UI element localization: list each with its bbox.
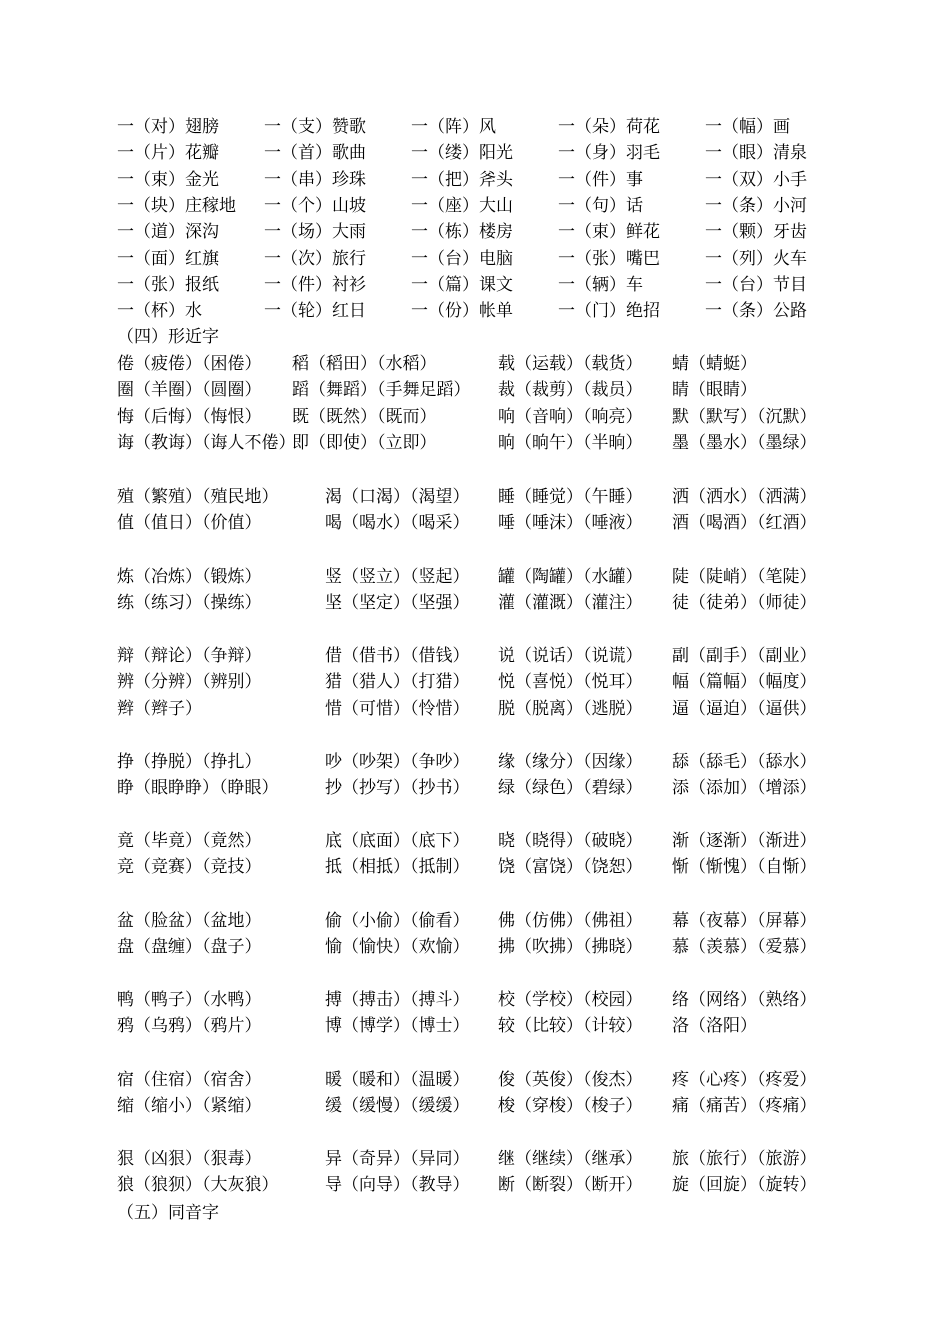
- similar-character-entry: 慕（羡慕）（爱慕）: [672, 937, 817, 958]
- measure-word-phrase: 一（身）羽毛: [558, 143, 660, 164]
- measure-word-phrase: 一（条）公路: [705, 301, 807, 322]
- measure-word-phrase: 一（眼）清泉: [705, 143, 807, 164]
- similar-character-entry: 借（借书）（借钱）: [325, 646, 470, 666]
- similar-character-entry: 竞（竞赛）（竞技）: [117, 857, 262, 878]
- section-heading-homophones: （五）同音字: [117, 1203, 219, 1223]
- measure-word-phrase: 一（句）话: [558, 195, 643, 216]
- similar-character-entry: 徒（徒弟）（师徒）: [672, 593, 817, 614]
- measure-word-phrase: 一（双）小手: [705, 169, 807, 190]
- similar-character-entry: 裁（裁剪）（裁员）: [498, 380, 643, 401]
- similar-character-entry: 幅（篇幅）（幅度）: [672, 672, 817, 693]
- measure-word-phrase: 一（把）斧头: [411, 169, 513, 190]
- measure-word-phrase: 一（幅）画: [705, 117, 790, 137]
- similar-character-entry: 辫（辫子）: [117, 698, 202, 719]
- similar-character-entry: 值（值日）（价值）: [117, 513, 262, 534]
- measure-word-phrase: 一（缕）阳光: [411, 143, 513, 164]
- measure-word-phrase: 一（件）衬衫: [264, 274, 366, 295]
- similar-character-entry: 蹈（舞蹈）（手舞足蹈）: [292, 380, 471, 401]
- similar-character-entry: 挣（挣脱）（挣扎）: [117, 752, 262, 772]
- similar-character-entry: 鸦（乌鸦）（鸦片）: [117, 1016, 262, 1037]
- similar-character-entry: 既（既然）（既而）: [292, 406, 437, 427]
- similar-character-entry: 洛（洛阳）: [672, 1016, 757, 1037]
- similar-character-entry: 导（向导）（教导）: [325, 1175, 470, 1196]
- similar-character-entry: 抄（抄写）（抄书）: [325, 778, 470, 799]
- measure-word-phrase: 一（件）事: [558, 169, 643, 190]
- similar-character-entry: 博（博学）（博士）: [325, 1016, 470, 1037]
- similar-character-entry: 载（运载）（载货）: [498, 354, 643, 374]
- similar-character-entry: 悦（喜悦）（悦耳）: [498, 672, 643, 693]
- measure-word-phrase: 一（门）绝招: [558, 301, 660, 322]
- similar-character-entry: 竖（竖立）（竖起）: [325, 567, 470, 587]
- similar-character-entry: 暖（暖和）（温暖）: [325, 1070, 470, 1090]
- similar-character-entry: 旋（回旋）（旋转）: [672, 1175, 817, 1196]
- measure-word-phrase: 一（束）鲜花: [558, 222, 660, 243]
- similar-character-entry: 痛（痛苦）（疼痛）: [672, 1096, 817, 1117]
- similar-character-entry: 灌（灌溉）（灌注）: [498, 593, 643, 614]
- measure-word-phrase: 一（台）电脑: [411, 248, 513, 269]
- measure-word-phrase: 一（颗）牙齿: [705, 222, 807, 243]
- similar-character-entry: 舔（舔毛）（舔水）: [672, 752, 817, 772]
- similar-character-entry: 偷（小偷）（偷看）: [325, 911, 470, 931]
- similar-character-entry: 诲（教诲）（诲人不倦）: [117, 433, 296, 454]
- measure-word-phrase: 一（对）翅膀: [117, 117, 219, 137]
- measure-word-phrase: 一（首）歌曲: [264, 143, 366, 164]
- similar-character-entry: 喝（喝水）（喝采）: [325, 513, 470, 534]
- similar-character-entry: 断（断裂）（断开）: [498, 1175, 643, 1196]
- measure-word-phrase: 一（杯）水: [117, 301, 202, 322]
- similar-character-entry: 抵（相抵）（抵制）: [325, 857, 470, 878]
- similar-character-entry: 惭（惭愧）（自惭）: [672, 857, 817, 878]
- similar-character-entry: 陡（陡峭）（笔陡）: [672, 567, 817, 587]
- measure-word-phrase: 一（道）深沟: [117, 222, 219, 243]
- similar-character-entry: 鸭（鸭子）（水鸭）: [117, 990, 262, 1010]
- measure-word-phrase: 一（串）珍珠: [264, 169, 366, 190]
- similar-character-entry: 校（学校）（校园）: [498, 990, 643, 1010]
- similar-character-entry: 旅（旅行）（旅游）: [672, 1149, 817, 1169]
- similar-character-entry: 添（添加）（增添）: [672, 778, 817, 799]
- similar-character-entry: 继（继续）（继承）: [498, 1149, 643, 1169]
- measure-word-phrase: 一（场）大雨: [264, 222, 366, 243]
- similar-character-entry: 佛（仿佛）（佛祖）: [498, 911, 643, 931]
- similar-character-entry: 盘（盘缠）（盘子）: [117, 937, 262, 958]
- similar-character-entry: 坚（坚定）（坚强）: [325, 593, 470, 614]
- measure-word-phrase: 一（篇）课文: [411, 274, 513, 295]
- measure-word-phrase: 一（个）山坡: [264, 195, 366, 216]
- similar-character-entry: 响（音响）（响亮）: [498, 406, 643, 427]
- similar-character-entry: 饶（富饶）（饶恕）: [498, 857, 643, 878]
- similar-character-entry: 睛（眼睛）: [672, 380, 757, 401]
- measure-word-phrase: 一（次）旅行: [264, 248, 366, 269]
- similar-character-entry: 幕（夜幕）（屏幕）: [672, 911, 817, 931]
- measure-word-phrase: 一（条）小河: [705, 195, 807, 216]
- similar-character-entry: 狠（凶狠）（狠毒）: [117, 1149, 262, 1169]
- measure-word-phrase: 一（束）金光: [117, 169, 219, 190]
- similar-character-entry: 即（即使）（立即）: [292, 433, 437, 454]
- measure-word-phrase: 一（面）红旗: [117, 248, 219, 269]
- measure-word-phrase: 一（张）嘴巴: [558, 248, 660, 269]
- similar-character-entry: 梭（穿梭）（梭子）: [498, 1096, 643, 1117]
- measure-word-phrase: 一（阵）风: [411, 117, 496, 137]
- measure-word-phrase: 一（支）赞歌: [264, 117, 366, 137]
- measure-word-phrase: 一（栋）楼房: [411, 222, 513, 243]
- similar-character-entry: 睁（眼睁睁）（睁眼）: [117, 778, 279, 799]
- similar-character-entry: 罐（陶罐）（水罐）: [498, 567, 643, 587]
- similar-character-entry: 洒（洒水）（洒满）: [672, 487, 817, 507]
- similar-character-entry: 逼（逼迫）（逼供）: [672, 698, 817, 719]
- similar-character-entry: 辩（辩论）（争辩）: [117, 646, 262, 666]
- similar-character-entry: 猎（猎人）（打猎）: [325, 672, 470, 693]
- similar-character-entry: 墨（墨水）（墨绿）: [672, 433, 817, 454]
- similar-character-entry: 较（比较）（计较）: [498, 1016, 643, 1037]
- similar-character-entry: 异（奇异）（异同）: [325, 1149, 470, 1169]
- measure-word-phrase: 一（轮）红日: [264, 301, 366, 322]
- similar-character-entry: 络（网络）（熟络）: [672, 990, 817, 1010]
- similar-character-entry: 默（默写）（沉默）: [672, 406, 817, 427]
- similar-character-entry: 睡（睡觉）（午睡）: [498, 487, 643, 507]
- measure-word-phrase: 一（座）大山: [411, 195, 513, 216]
- similar-character-entry: 绿（绿色）（碧绿）: [498, 778, 643, 799]
- similar-character-entry: 竟（毕竟）（竟然）: [117, 831, 262, 851]
- similar-character-entry: 悔（后悔）（悔恨）: [117, 406, 262, 427]
- similar-character-entry: 缘（缘分）（因缘）: [498, 752, 643, 772]
- similar-character-entry: 缩（缩小）（紧缩）: [117, 1096, 262, 1117]
- similar-character-entry: 渴（口渴）（渴望）: [325, 487, 470, 507]
- similar-character-entry: 晌（晌午）（半晌）: [498, 433, 643, 454]
- similar-character-entry: 愉（愉快）（欢愉）: [325, 937, 470, 958]
- similar-character-entry: 圈（羊圈）（圆圈）: [117, 380, 262, 401]
- similar-character-entry: 俊（英俊）（俊杰）: [498, 1070, 643, 1090]
- measure-word-phrase: 一（台）节目: [705, 274, 807, 295]
- similar-character-entry: 疼（心疼）（疼爱）: [672, 1070, 817, 1090]
- similar-character-entry: 辨（分辨）（辨别）: [117, 672, 262, 693]
- similar-character-entry: 稻（稻田）（水稻）: [292, 354, 437, 374]
- measure-word-phrase: 一（辆）车: [558, 274, 643, 295]
- similar-character-entry: 渐（逐渐）（渐进）: [672, 831, 817, 851]
- measure-word-phrase: 一（块）庄稼地: [117, 195, 236, 216]
- measure-word-phrase: 一（朵）荷花: [558, 117, 660, 137]
- similar-character-entry: 吵（吵架）（争吵）: [325, 752, 470, 772]
- similar-character-entry: 搏（搏击）（搏斗）: [325, 990, 470, 1010]
- similar-character-entry: 酒（喝酒）（红酒）: [672, 513, 817, 534]
- similar-character-entry: 练（练习）（操练）: [117, 593, 262, 614]
- similar-character-entry: 盆（脸盆）（盆地）: [117, 911, 262, 931]
- similar-character-entry: 殖（繁殖）（殖民地）: [117, 487, 279, 507]
- similar-character-entry: 狼（狼狈）（大灰狼）: [117, 1175, 279, 1196]
- similar-character-entry: 说（说话）（说谎）: [498, 646, 643, 666]
- similar-character-entry: 脱（脱离）（逃脱）: [498, 698, 643, 719]
- similar-character-entry: 蜻（蜻蜓）: [672, 354, 757, 374]
- similar-character-entry: 拂（吹拂）（拂晓）: [498, 937, 643, 958]
- measure-word-phrase: 一（片）花瓣: [117, 143, 219, 164]
- similar-character-entry: 炼（冶炼）（锻炼）: [117, 567, 262, 587]
- similar-character-entry: 倦（疲倦）（困倦）: [117, 354, 262, 374]
- similar-character-entry: 惜（可惜）（怜惜）: [325, 698, 470, 719]
- similar-character-entry: 晓（晓得）（破晓）: [498, 831, 643, 851]
- similar-character-entry: 副（副手）（副业）: [672, 646, 817, 666]
- measure-word-phrase: 一（张）报纸: [117, 274, 219, 295]
- similar-character-entry: 唾（唾沫）（唾液）: [498, 513, 643, 534]
- similar-character-entry: 底（底面）（底下）: [325, 831, 470, 851]
- measure-word-phrase: 一（列）火车: [705, 248, 807, 269]
- measure-word-phrase: 一（份）帐单: [411, 301, 513, 322]
- similar-character-entry: 宿（住宿）（宿舍）: [117, 1070, 262, 1090]
- similar-character-entry: 缓（缓慢）（缓缓）: [325, 1096, 470, 1117]
- section-heading-similar-characters: （四）形近字: [117, 327, 219, 348]
